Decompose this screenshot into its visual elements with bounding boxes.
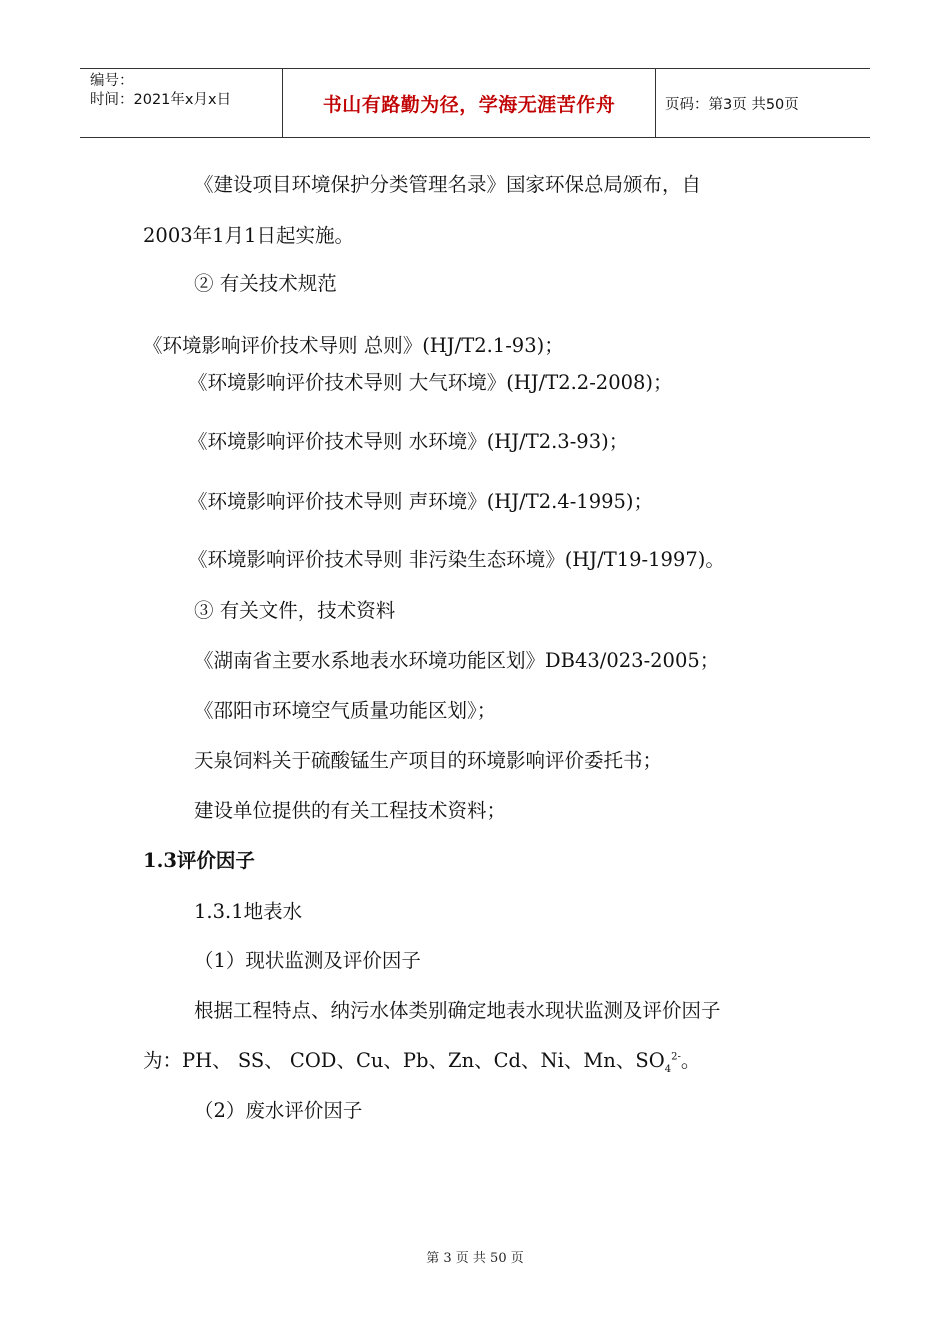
reference-item: 《环境影响评价技术导则 水环境》(HJ/T2.3-93)； [188,430,629,453]
reference-item: 《环境影响评价技术导则 大气环境》(HJ/T2.2-2008)； [188,371,673,394]
page-header [80,68,870,138]
header-meta-cell [80,69,282,137]
subsection-heading: （2）废水评价因子 [194,1099,363,1122]
subsection-heading: ③ 有关文件，技术资料 [194,599,396,622]
paragraph-line: 根据工程特点、纳污水体类别确定地表水现状监测及评价因子 [194,999,721,1022]
page-footer: 第 3 页 共 50 页 [426,1251,524,1266]
document-item: 《湖南省主要水系地表水环境功能区划》DB43/023-2005； [194,649,720,672]
sulfate-superscript: 2- [671,1051,681,1063]
reference-item: 《环境影响评价技术导则 声环境》(HJ/T2.4-1995)； [188,490,654,513]
sulfate-subscript: 4 [664,1063,672,1075]
document-item: 《邵阳市环境空气质量功能区划》； [194,699,497,722]
reference-item: 《环境影响评价技术导则 非污染生态环境》(HJ/T19-1997)。 [188,548,725,571]
reference-item: 《环境影响评价技术导则 总则》(HJ/T2.1-93)； [143,334,564,357]
header-page-info: 页码：第3页 共50页 [665,96,799,113]
header-motto: 书山有路勤为径，学海无涯苦作舟 [322,93,616,116]
paragraph-line: 2003年1月1日起实施。 [143,224,354,247]
document-item: 建设单位提供的有关工程技术资料； [194,799,507,822]
subsection-heading: （1）现状监测及评价因子 [194,949,421,972]
paragraph-line [143,1048,700,1074]
factor-list: 为：PH、 SS、 COD、Cu、Pb、Zn、Cd、Ni、Mn、SO [143,1049,665,1072]
section-heading: 1.3评价因子 [143,849,255,872]
document-date: 时间：2021年x月x日 [90,92,232,108]
document-item: 天泉饲料关于硫酸锰生产项目的环境影响评价委托书； [194,749,663,772]
header-page-cell [656,69,870,137]
document-number-label: 编号： [90,73,134,89]
paragraph-line: 《建设项目环境保护分类管理名录》国家环保总局颁布，自 [194,173,702,196]
subsection-heading: 1.3.1地表水 [194,900,303,923]
subsection-heading: ② 有关技术规范 [194,272,337,295]
sentence-end: 。 [680,1049,701,1072]
header-motto-cell [282,69,656,137]
